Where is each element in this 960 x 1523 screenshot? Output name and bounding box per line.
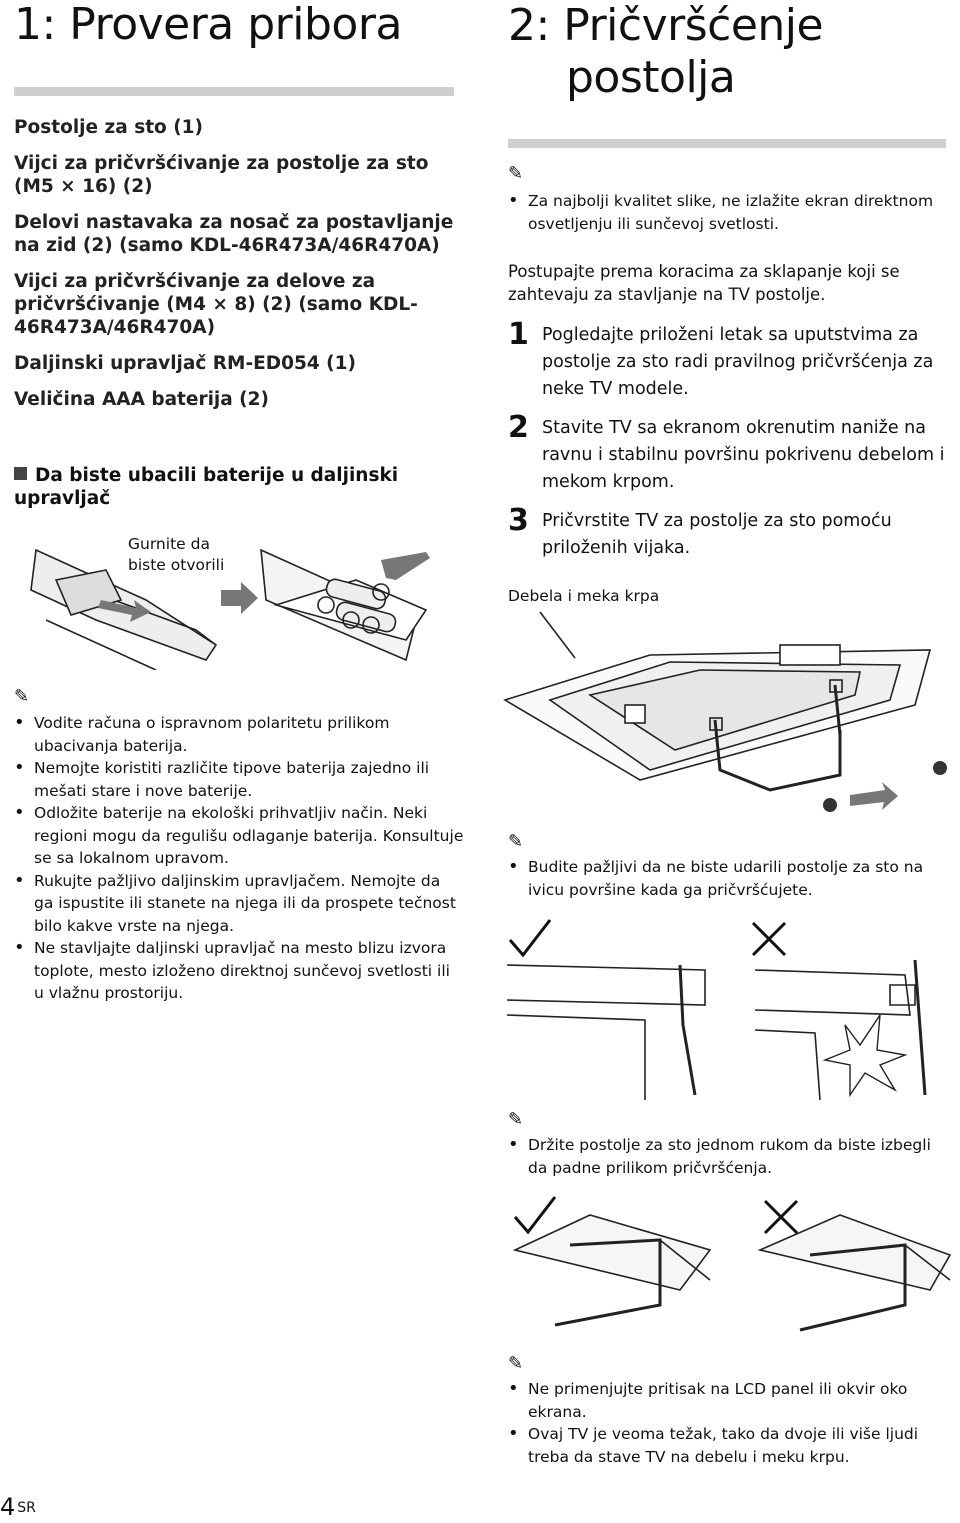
battery-heading: Da biste ubacili baterije u daljinski upravljač	[14, 465, 399, 509]
battery-insertion-illustration	[26, 530, 456, 670]
list-item: • Odložite baterije na ekološki prihvatljiv način. Neki regioni mogu da regulišu odlaganje baterija. Konsultuje se sa lokalnom upravom.	[14, 802, 464, 870]
list-item: • Ovaj TV je veoma težak, tako da dvoje ili više ljudi treba da stave TV na debelu i meku krpu.	[508, 1423, 948, 1468]
list-item: • Držite postolje za sto jednom rukom da biste izbegli da padne prilikom pričvršćenja.	[508, 1134, 948, 1179]
accessory-item: Veličina AAA baterija (2)	[14, 389, 269, 410]
list-item: • Vodite računa o ispravnom polaritetu prilikom ubacivanja baterija.	[14, 712, 464, 757]
accessory-item: Postolje za sto (1)	[14, 117, 203, 138]
section-title-2: 2: Pričvršćenje postolja	[508, 0, 824, 103]
accessory-item: Daljinski upravljač RM-ED054 (1)	[14, 353, 356, 374]
step-item: 3 Pričvrstite TV za postolje za sto pomoću priloženih vijaka.	[508, 503, 892, 558]
accessory-item: Vijci za pričvršćivanje za postolje za sto (M5 × 16) (2)	[14, 153, 429, 197]
cross-icon	[753, 923, 785, 955]
pencil-note-icon: ✎	[508, 1353, 524, 1374]
cross-icon	[765, 1201, 797, 1233]
note-list-1	[508, 190, 948, 235]
list-item: • Nemojte koristiti različite tipove baterija zajedno ili mešati stare i nove baterije.	[14, 757, 464, 802]
pencil-note-icon: ✎	[508, 163, 524, 184]
battery-notes	[14, 712, 464, 1005]
checkmark-icon	[515, 1197, 555, 1232]
checkmark-icon	[510, 920, 550, 955]
square-bullet-icon	[14, 467, 27, 480]
accessory-list	[14, 116, 459, 424]
pencil-note-icon: ✎	[14, 686, 30, 707]
intro-text: Postupajte prema koracima za sklapanje koji se zahtevaju za stavljanje na TV postolje.	[508, 262, 900, 304]
list-item: • Ne stavljajte daljinski upravljač na mesto blizu izvora toplote, mesto izloženo direktnoj sunčevoj svetlosti ili u vlažnu prostoriju.	[14, 937, 464, 1005]
pencil-note-icon: ✎	[508, 1109, 524, 1130]
step-list	[508, 317, 948, 562]
list-item: • Ne primenjujte pritisak na LCD panel ili okvir oko ekrana.	[508, 1378, 948, 1423]
push-label: Gurnite da biste otvorili	[128, 535, 225, 574]
tv-stand-illustration	[500, 610, 960, 820]
cloth-label: Debela i meka krpa	[508, 587, 660, 605]
step-item: 1 Pogledajte priloženi letak sa uputstvima za postolje za sto radi pravilnog pričvršćenja za neke TV modele.	[508, 317, 934, 399]
step-item: 2 Stavite TV sa ekranom okrenutim naniže na ravnu i stabilnu površinu pokrivenu debelom i mekom krpom.	[508, 410, 945, 492]
note-list-4	[508, 1378, 948, 1468]
accessory-item: Vijci za pričvršćivanje za delove za pričvršćivanje (M4 × 8) (2) (samo KDL-46R473A/46R470A)	[14, 271, 418, 338]
note-list-3	[508, 1134, 948, 1179]
list-item: • Za najbolji kvalitet slike, ne izlažite ekran direktnom osvetljenju ili sunčevoj svetlosti.	[508, 190, 948, 235]
list-item: • Budite pažljivi da ne biste udarili postolje za sto na ivicu površine kada ga pričvršćujete.	[508, 856, 948, 901]
pencil-note-icon: ✎	[508, 831, 524, 852]
hold-stand-illustration	[510, 1195, 955, 1335]
note-list-2	[508, 856, 948, 901]
list-item: • Rukujte pažljivo daljinskim upravljačem. Nemojte da ga ispustite ili stanete na njega ili da prospete tečnost bilo kakve vrste na njega.	[14, 870, 464, 938]
title-rule-2	[508, 139, 946, 148]
edge-warning-illustration	[505, 915, 955, 1100]
page-number: 4 SR	[0, 1493, 36, 1521]
accessory-item: Delovi nastavaka za nosač za postavljanje na zid (2) (samo KDL-46R473A/46R470A)	[14, 212, 454, 256]
title-rule-1	[14, 87, 454, 96]
section-title-1: 1: Provera pribora	[14, 0, 402, 50]
